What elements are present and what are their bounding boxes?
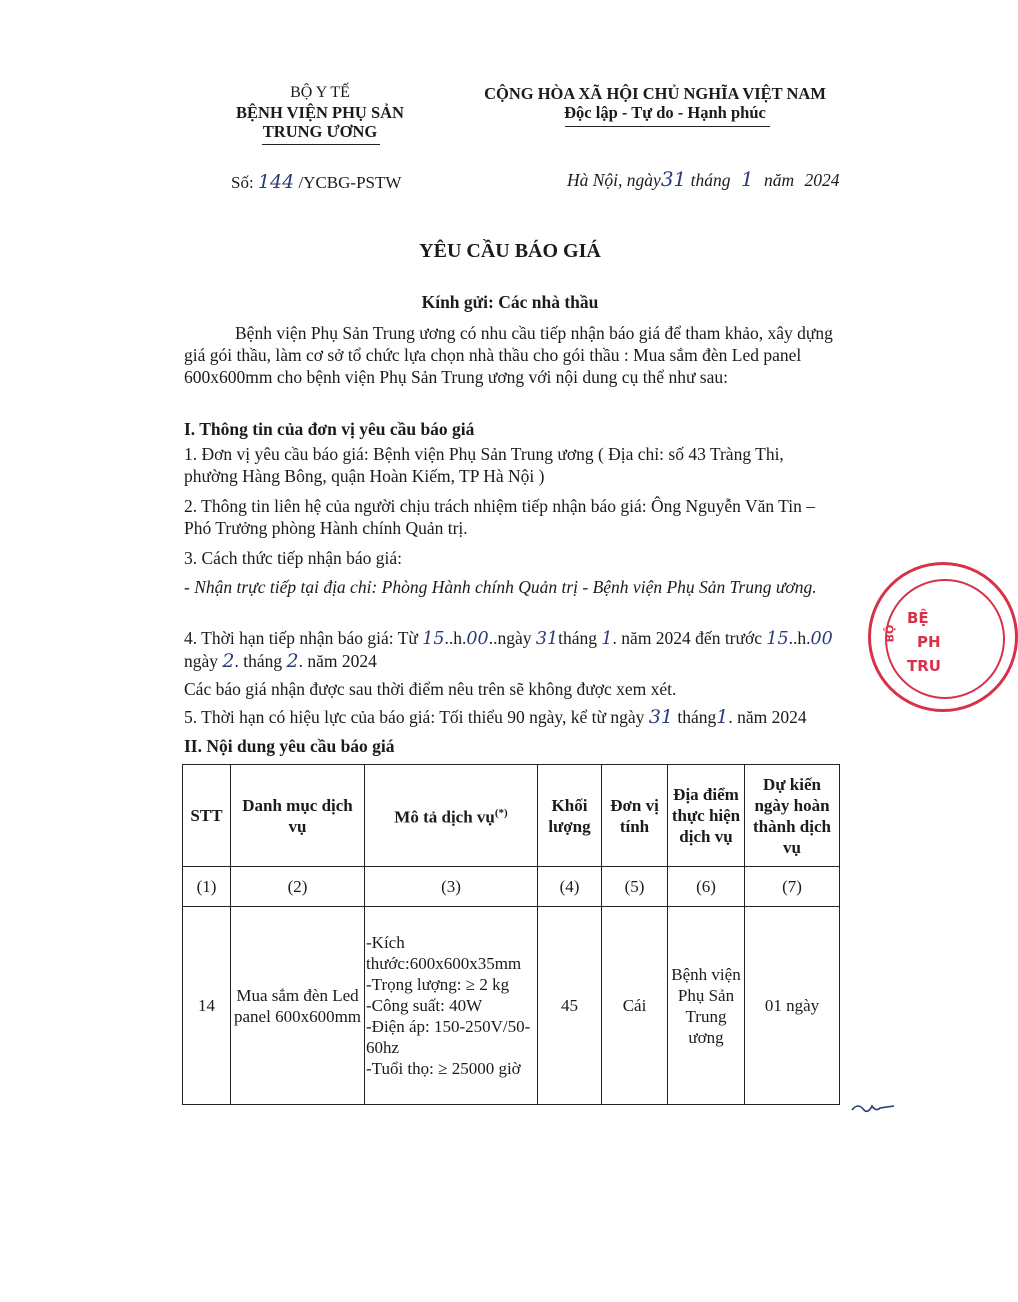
desc-line: -Trọng lượng: ≥ 2 kg — [366, 975, 510, 994]
country-name: CỘNG HÒA XÃ HỘI CHỦ NGHĨA VIỆT NAM — [484, 84, 826, 103]
row-completion: 01 ngày — [745, 907, 840, 1105]
header-stt: STT — [183, 765, 231, 867]
desc-line: -Tuổi thọ: ≥ 25000 giờ — [366, 1059, 521, 1078]
header-location: Địa điểm thực hiện dịch vụ — [668, 765, 745, 867]
initial-mark — [850, 1098, 896, 1118]
header-service-description: Mô tả dịch vụ(*) — [365, 765, 538, 867]
late-note: Các báo giá nhận được sau thời điểm nêu trên sẽ không được xem xét. — [184, 679, 677, 699]
section1-item3-detail: - Nhận trực tiếp tại địa chỉ: Phòng Hành chính Quản trị - Bệnh viện Phụ Sản Trung ương. — [184, 577, 817, 597]
section1-item3: 3. Cách thức tiếp nhận báo giá: — [184, 548, 402, 568]
section1-item4: 4. Thời hạn tiếp nhận báo giá: Từ 15..h.00..ngày 31tháng 1. năm 2024 đến trước 15..h.00 ngày 2. tháng 2. năm 2024 — [184, 628, 833, 672]
greeting: Kính gửi: Các nhà thầu — [421, 292, 599, 312]
index-cell: (5) — [602, 867, 668, 907]
section1-item1: 1. Đơn vị yêu cầu báo giá: Bệnh viện Phụ Sản Trung ương ( Địa chỉ: số 43 Tràng Thi, phường Hàng Bông, quận Hoàn Kiếm, TP Hà Nội ) — [184, 444, 784, 486]
row-description — [365, 907, 538, 1105]
row-item: Mua sắm đèn Led panel 600x600mm — [231, 907, 365, 1105]
header-service-list: Danh mục dịch vụ — [231, 765, 365, 867]
ministry-name: BỘ Y TẾ — [290, 84, 350, 101]
header-left-underline — [262, 144, 380, 145]
intro-paragraph: Bệnh viện Phụ Sản Trung ương có nhu cầu tiếp nhận báo giá để tham khảo, xây dựng giá gói thầu, làm cơ sở tổ chức lựa chọn nhà thầu cho gói thầu : Mua sắm đèn Led panel 600x600mm cho bệnh viện Phụ Sản Trung ương với nội dung cụ thể như sau: — [184, 323, 833, 387]
document-date: Hà Nội, ngày31 tháng 1 năm 2024 — [567, 167, 840, 191]
row-unit: Cái — [602, 907, 668, 1105]
index-cell: (3) — [365, 867, 538, 907]
hospital-name-line1: BỆNH VIỆN PHỤ SẢN — [236, 103, 404, 122]
hospital-name-line2: TRUNG ƯƠNG — [262, 122, 378, 141]
header-completion: Dự kiến ngày hoàn thành dịch vụ — [745, 765, 840, 867]
request-table — [182, 764, 840, 1105]
header-quantity: Khối lượng — [538, 765, 602, 867]
section1-heading: I. Thông tin của đơn vị yêu cầu báo giá — [184, 419, 475, 439]
desc-line: -Điện áp: 150-250V/50-60hz — [366, 1017, 531, 1057]
table-index-row — [183, 867, 840, 907]
row-stt: 14 — [183, 907, 231, 1105]
handwritten-number: 144 — [257, 171, 295, 193]
section1-item2: 2. Thông tin liên hệ của người chịu trách nhiệm tiếp nhận báo giá: Ông Nguyễn Văn Tin – Phó Trưởng phòng Hành chính Quản trị. — [184, 496, 815, 538]
index-cell: (4) — [538, 867, 602, 907]
desc-line: -Công suất: 40W — [366, 996, 483, 1015]
header-unit: Đơn vị tính — [602, 765, 668, 867]
document-number: Số: 144 /YCBG-PSTW — [231, 171, 402, 193]
desc-line: -Kích thước:600x600x35mm — [366, 933, 522, 973]
index-cell: (6) — [668, 867, 745, 907]
document-title: YÊU CẦU BÁO GIÁ — [419, 240, 601, 262]
table-row — [183, 907, 840, 1105]
index-cell: (7) — [745, 867, 840, 907]
index-cell: (2) — [231, 867, 365, 907]
motto-underline — [565, 126, 770, 127]
motto: Độc lập - Tự do - Hạnh phúc — [564, 103, 766, 122]
row-quantity: 45 — [538, 907, 602, 1105]
row-location: Bệnh viện Phụ Sản Trung ương — [668, 907, 745, 1105]
section2-heading: II. Nội dung yêu cầu báo giá — [184, 736, 395, 756]
table-header-row — [183, 765, 840, 867]
index-cell: (1) — [183, 867, 231, 907]
section1-item5: 5. Thời hạn có hiệu lực của báo giá: Tối thiểu 90 ngày, kể từ ngày 31 tháng1. năm 2024 — [184, 706, 807, 728]
official-stamp: BỆ PH TRU BỘ — [868, 562, 1018, 712]
